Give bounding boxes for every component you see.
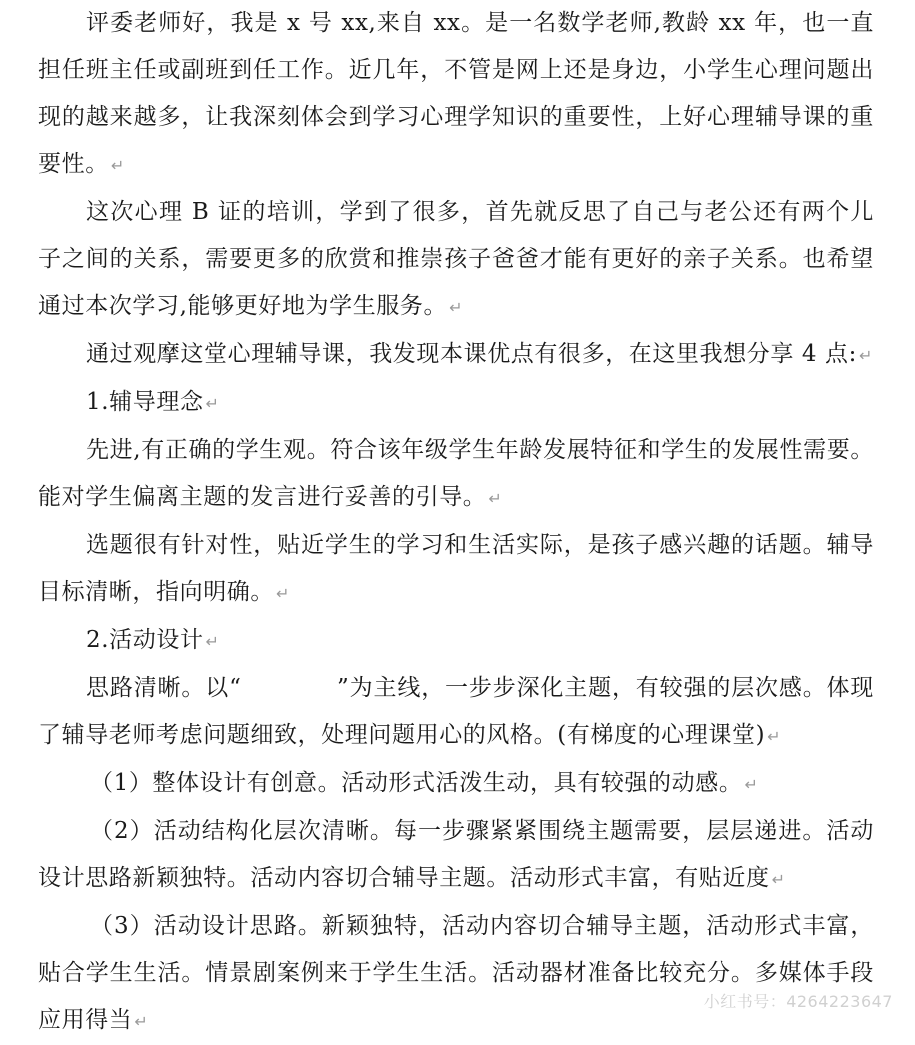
return-mark-icon: ↵ [276, 584, 290, 603]
list-item-1: （1）整体设计有创意。活动形式活泼生动，具有较强的动感。 ↵ [90, 770, 758, 796]
paragraph-observation: 通过观摩这堂心理辅导课，我发现本课优点有很多，在这里我想分享 4 点: ↵ [86, 341, 873, 367]
paragraph-training: 这次心理 B 证的培训，学到了很多，首先就反思了自己与老公还有两个儿子之间的关系，需要更多的欣赏和推崇孩子爸爸才能有更好的亲子关系。也希望通过本次学习,能够更好地为学生服务。 ↵ [38, 199, 874, 319]
heading-guidance-concept: 1.辅导理念 ↵ [86, 389, 219, 415]
return-mark-icon: ↵ [488, 489, 502, 508]
paragraph-clear-thinking: 思路清晰。以“ ”为主线，一步步深化主题，有较强的层次感。体现了辅导老师考虑问题细致，处理问题用心的风格。(有梯度的心理课堂) ↵ [38, 675, 874, 748]
return-mark-icon: ↵ [859, 346, 873, 365]
paragraph-topic-choice: 选题很有针对性，贴近学生的学习和生活实际，是孩子感兴趣的话题。辅导目标清晰，指向明确。 ↵ [38, 532, 874, 605]
paragraph-intro: 评委老师好，我是 x 号 xx,来自 xx。是一名数学老师,教龄 xx 年，也一直担任班主任或副班到任工作。近几年，不管是网上还是身边，小学生心理问题出现的越来越多，让我深刻体会到学习心理学知识的重要性，上好心理辅导课的重要性。 ↵ [38, 10, 874, 177]
list-item-3: （3）活动设计思路。新颖独特，活动内容切合辅导主题，活动形式丰富，贴合学生生活。情景剧案例来于学生生活。活动器材准备比较充分。多媒体手段应用得当 ↵ [38, 913, 874, 1033]
document-page [38, 0, 874, 1045]
return-mark-icon: ↵ [205, 394, 219, 413]
return-mark-icon: ↵ [205, 632, 219, 651]
return-mark-icon: ↵ [134, 1012, 148, 1031]
heading-activity-design: 2.活动设计 ↵ [86, 627, 219, 653]
paragraph-advanced: 先进,有正确的学生观。符合该年级学生年龄发展特征和学生的发展性需要。能对学生偏离主题的发言进行妥善的引导。 ↵ [38, 437, 874, 510]
return-mark-icon: ↵ [110, 156, 125, 175]
list-item-2: （2）活动结构化层次清晰。每一步骤紧紧围绕主题需要，层层递进。活动设计思路新颖独特。活动内容切合辅导主题。活动形式丰富，有贴近度 ↵ [38, 818, 874, 891]
return-mark-icon: ↵ [744, 775, 758, 794]
return-mark-icon: ↵ [771, 870, 786, 889]
return-mark-icon: ↵ [767, 727, 781, 746]
return-mark-icon: ↵ [449, 298, 463, 317]
watermark: 小红书号：4264223647 [703, 992, 893, 1011]
